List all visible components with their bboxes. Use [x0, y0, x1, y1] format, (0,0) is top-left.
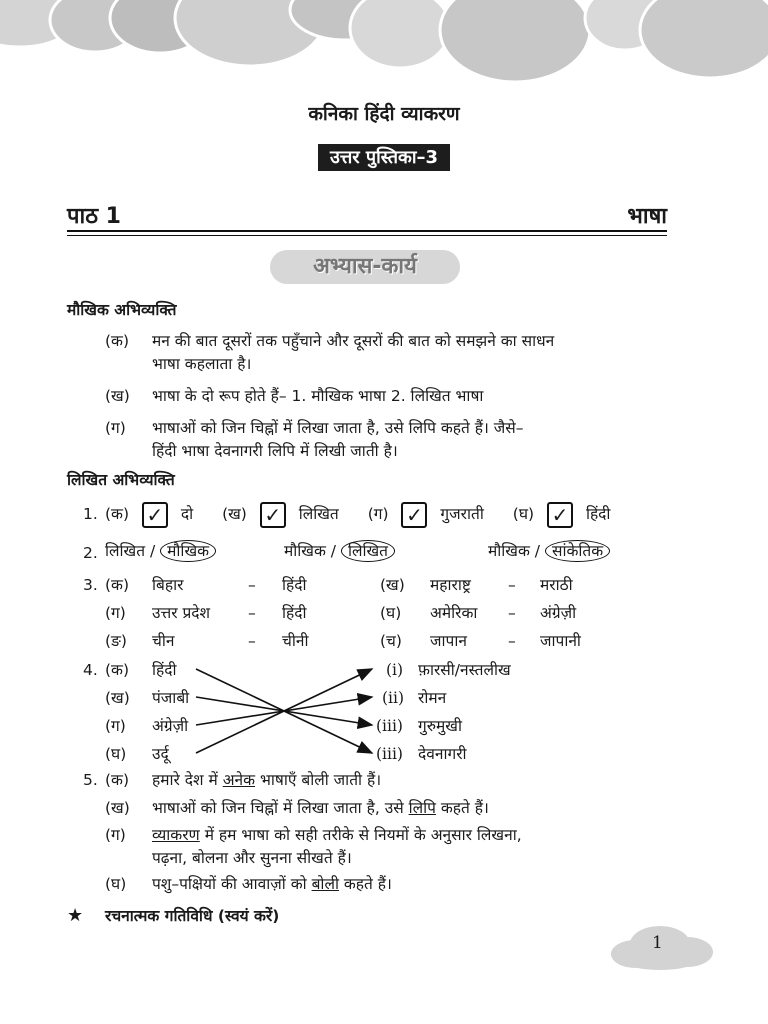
q1-word-0: दो: [180, 505, 194, 523]
lesson-name: भाषा: [627, 204, 667, 229]
q3-left-place-0: बिहार: [152, 576, 184, 594]
q4-right-text-3: देवनागरी: [418, 745, 467, 763]
oral-line-0-0: मन की बात दूसरों तक पहुँचाने और दूसरों की बात को समझने का साधन: [152, 332, 555, 350]
q1-word-2: गुजराती: [440, 505, 484, 523]
q3-right-marker-2: (च): [380, 632, 402, 650]
q4-left-text-3: उर्दू: [152, 745, 169, 763]
q5-marker-2: (ग): [105, 826, 126, 844]
q3-left-lang-0: हिंदी: [282, 576, 307, 594]
checkbox-checked-icon: ✓: [260, 502, 286, 528]
q1-marker-2: (ग): [367, 505, 389, 523]
checkbox-checked-icon: ✓: [547, 502, 573, 528]
q3-left-place-1: उत्तर प्रदेश: [152, 604, 211, 622]
q3-left-marker-1: (ग): [105, 604, 126, 622]
q4-left-marker-3: (घ): [105, 745, 127, 763]
q5-after-3: कहते हैं।: [338, 875, 392, 893]
oral-marker-2: (ग): [105, 419, 126, 437]
q4-right-marker-2: (iii): [376, 717, 403, 735]
oral-line-0-1: भाषा कहलाता है।: [152, 355, 252, 373]
q5-before-1: भाषाओं को जिन चिह्नों में लिखा जाता है, उसे: [152, 799, 409, 817]
q3-left-marker-2: (ङ): [105, 632, 127, 650]
q1-marker-0: (क): [105, 505, 129, 523]
q2-circled-1: लिखित: [341, 540, 395, 562]
q3-dash: –: [248, 576, 256, 594]
q1-word-3: हिंदी: [585, 505, 611, 523]
checkbox-checked-icon: ✓: [401, 502, 427, 528]
q4-right-marker-0: (i): [386, 661, 404, 679]
q1-marker-3: (घ): [512, 505, 535, 523]
q5-line2-2: पढ़ना, बोलना और सुनना सीखते हैं।: [152, 849, 352, 867]
q5-sentence-0: [152, 770, 381, 790]
q3-right-place-0: महाराष्ट्र: [430, 576, 471, 594]
activity-heading: रचनात्मक गतिविधि (स्वयं करें): [105, 907, 280, 925]
answer-booklet-badge: उत्तर पुस्तिका–3: [318, 144, 450, 171]
q5-after-1: कहते हैं।: [435, 799, 489, 817]
q3-right-lang-0: मराठी: [540, 576, 573, 594]
q4-left-text-0: हिंदी: [152, 661, 177, 679]
q3-right-place-2: जापान: [430, 632, 467, 650]
q3-left-lang-2: चीनी: [282, 632, 309, 650]
checkbox-checked-icon: ✓: [142, 502, 168, 528]
q3-right-place-1: अमेरिका: [430, 604, 478, 622]
oral-marker-1: (ख): [105, 387, 130, 405]
q3-dash: –: [248, 632, 256, 650]
page-number: 1: [652, 933, 663, 953]
q3-dash: –: [508, 604, 516, 622]
q3-right-lang-1: अंग्रेज़ी: [540, 604, 577, 622]
lesson-label: पाठ 1: [67, 204, 121, 229]
q4-left-marker-0: (क): [105, 661, 129, 679]
q4-left-marker-1: (ख): [105, 689, 130, 707]
q4-right-marker-1: (ii): [382, 689, 405, 707]
q3-dash: –: [508, 632, 516, 650]
q5-answer-1: लिपि: [408, 799, 436, 817]
q4-left-marker-2: (ग): [105, 717, 126, 735]
q5-marker-3: (घ): [105, 875, 127, 893]
q2-plain-0: लिखित /: [105, 542, 156, 560]
book-title: कनिका हिंदी व्याकरण: [308, 103, 460, 125]
q4-right-text-2: गुरुमुखी: [418, 717, 462, 735]
q5-after-0: भाषाएँ बोली जाती हैं।: [255, 771, 382, 789]
q1-marker-1: (ख): [222, 505, 247, 523]
q3-right-marker-1: (घ): [380, 604, 402, 622]
exercise-banner-text: अभ्यास-कार्य: [313, 254, 417, 279]
q4-right-marker-3: (iii): [376, 745, 403, 763]
q5-answer-0: अनेक: [222, 771, 256, 789]
q5-sentence-3: [152, 874, 392, 894]
q4-number: 4.: [83, 661, 98, 679]
q3-left-place-2: चीन: [152, 632, 175, 650]
q2-number: 2.: [83, 544, 98, 562]
q3-right-lang-2: जापानी: [540, 632, 581, 650]
q3-left-lang-1: हिंदी: [282, 604, 307, 622]
q5-marker-0: (क): [105, 771, 129, 789]
oral-line-1-0: भाषा के दो रूप होते हैं– 1. मौखिक भाषा 2. लिखित भाषा: [152, 387, 484, 405]
q4-left-text-2: अंग्रेज़ी: [152, 717, 189, 735]
oral-heading: मौखिक अभिव्यक्ति: [67, 301, 177, 319]
oral-marker-0: (क): [105, 332, 129, 350]
q4-right-text-1: रोमन: [418, 689, 447, 707]
q5-before-0: हमारे देश में: [152, 771, 223, 789]
q5-number: 5.: [83, 771, 98, 789]
q5-sentence-1: [152, 798, 489, 818]
q1-word-1: लिखित: [298, 505, 339, 523]
q4-left-text-1: पंजाबी: [152, 689, 190, 707]
q4-right-text-0: फ़ारसी/नस्तलीख: [418, 661, 511, 679]
q2-plain-1: मौखिक /: [284, 542, 337, 560]
oral-line-2-0: भाषाओं को जिन चिह्नों में लिखा जाता है, उसे लिपि कहते हैं। जैसे–: [152, 419, 524, 437]
q3-right-marker-0: (ख): [380, 576, 405, 594]
q1-number: 1.: [83, 505, 98, 523]
q5-answer-3: बोली: [311, 875, 339, 893]
q5-sentence-2: [152, 825, 522, 845]
star-icon: ★: [67, 905, 84, 926]
q5-answer-2: व्याकरण: [152, 826, 200, 844]
written-heading: लिखित अभिव्यक्ति: [67, 471, 175, 489]
q3-left-marker-0: (क): [105, 576, 129, 594]
q5-after-2: में हम भाषा को सही तरीके से नियमों के अनुसार लिखना,: [199, 826, 522, 844]
oral-line-2-1: हिंदी भाषा देवनागरी लिपि में लिखी जाती है।: [152, 442, 398, 460]
q3-dash: –: [508, 576, 516, 594]
q2-plain-2: मौखिक /: [488, 542, 541, 560]
q5-marker-1: (ख): [105, 799, 130, 817]
q2-circled-2: सांकेतिक: [545, 540, 610, 562]
q5-before-3: पशु–पक्षियों की आवाज़ों को: [152, 875, 312, 893]
q3-dash: –: [248, 604, 256, 622]
q2-circled-0: मौखिक: [160, 540, 216, 562]
q3-number: 3.: [83, 576, 98, 594]
